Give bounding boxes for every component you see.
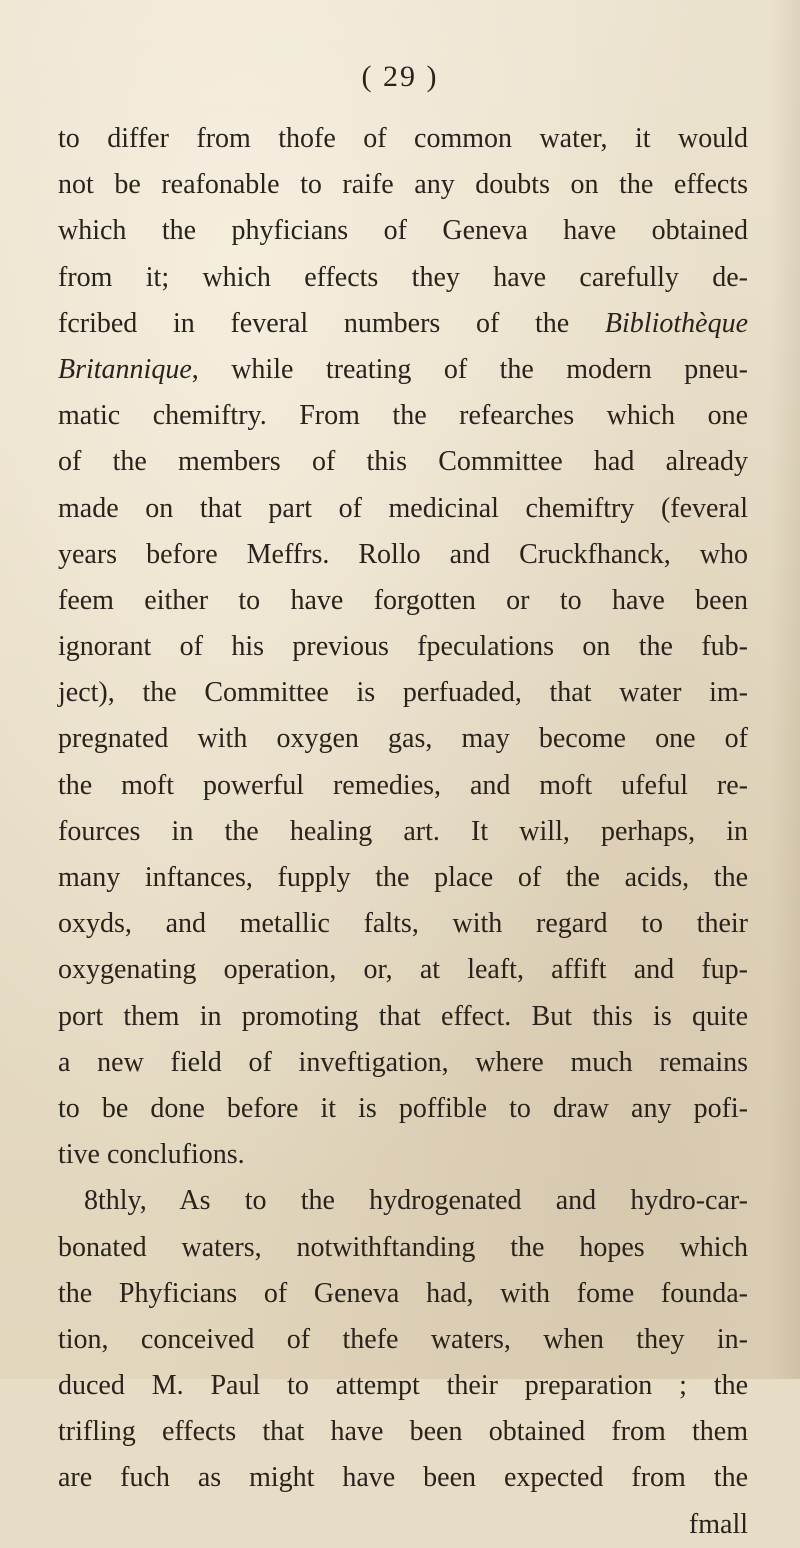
- text-line: 8thly, As to the hydrogenated and hydro-car-: [84, 1185, 748, 1217]
- text-line: the Phyficians of Geneva had, with fome founda-: [58, 1277, 748, 1309]
- page-edge-shadow: [770, 0, 800, 1379]
- catchword: fmall: [688, 1508, 748, 1540]
- text-line: duced M. Paul to attempt their preparation ; the: [58, 1370, 748, 1402]
- text-line: port them in promoting that effect. But this is quite: [58, 1000, 748, 1032]
- text-line: fcribed in feveral numbers of the Bibliothèque: [58, 307, 748, 339]
- text-line: ject), the Committee is perfuaded, that water im-: [58, 677, 748, 709]
- page-number: ( 29 ): [361, 60, 439, 93]
- text-line: trifling effects that have been obtained from them: [58, 1416, 748, 1448]
- text-line: of the members of this Committee had already: [58, 446, 748, 478]
- italic-title: Bibliothèque: [604, 307, 748, 339]
- italic-title: Britannique: [58, 353, 192, 385]
- text-line: oxygenating operation, or, at leaft, affift and fup-: [58, 954, 748, 986]
- text-line: fources in the healing art. It will, perhaps, in: [58, 815, 748, 847]
- text-line: not be reafonable to raife any doubts on the effects: [58, 169, 748, 201]
- text-line: pregnated with oxygen gas, may become one of: [58, 723, 748, 755]
- text-line: many inftances, fupply the place of the acids, the: [58, 862, 748, 893]
- text-line: bonated waters, notwithftanding the hopes which: [58, 1231, 748, 1263]
- text-line: feem either to have forgotten or to have been: [58, 584, 748, 616]
- text-line: tion, conceived of thefe waters, when they in-: [58, 1323, 748, 1355]
- text-line: matic chemiftry. From the refearches which one: [58, 400, 748, 432]
- text-line: are fuch as might have been expected from the: [58, 1462, 748, 1494]
- text-line: made on that part of medicinal chemiftry (feveral: [58, 492, 748, 524]
- text-line: Britannique, while treating of the modern pneu-: [58, 353, 748, 385]
- text-line: oxyds, and metallic falts, with regard to their: [58, 908, 748, 940]
- text-line: to differ from thofe of common water, it would: [58, 123, 748, 154]
- text-line: ignorant of his previous fpeculations on the fub-: [58, 631, 748, 663]
- text-line: the moft powerful remedies, and moft ufeful re-: [58, 769, 748, 801]
- text-line: to be done before it is poffible to draw any pofi-: [58, 1092, 748, 1124]
- text-line: which the phyficians of Geneva have obtained: [58, 215, 748, 247]
- text-line: a new field of inveftigation, where much remains: [58, 1046, 748, 1078]
- body-text: [58, 116, 748, 1548]
- text-line: from it; which effects they have carefully de-: [58, 261, 748, 293]
- text-line: years before Meffrs. Rollo and Cruckfhanck, who: [58, 538, 748, 570]
- text-line: tive conclufions.: [58, 1139, 245, 1171]
